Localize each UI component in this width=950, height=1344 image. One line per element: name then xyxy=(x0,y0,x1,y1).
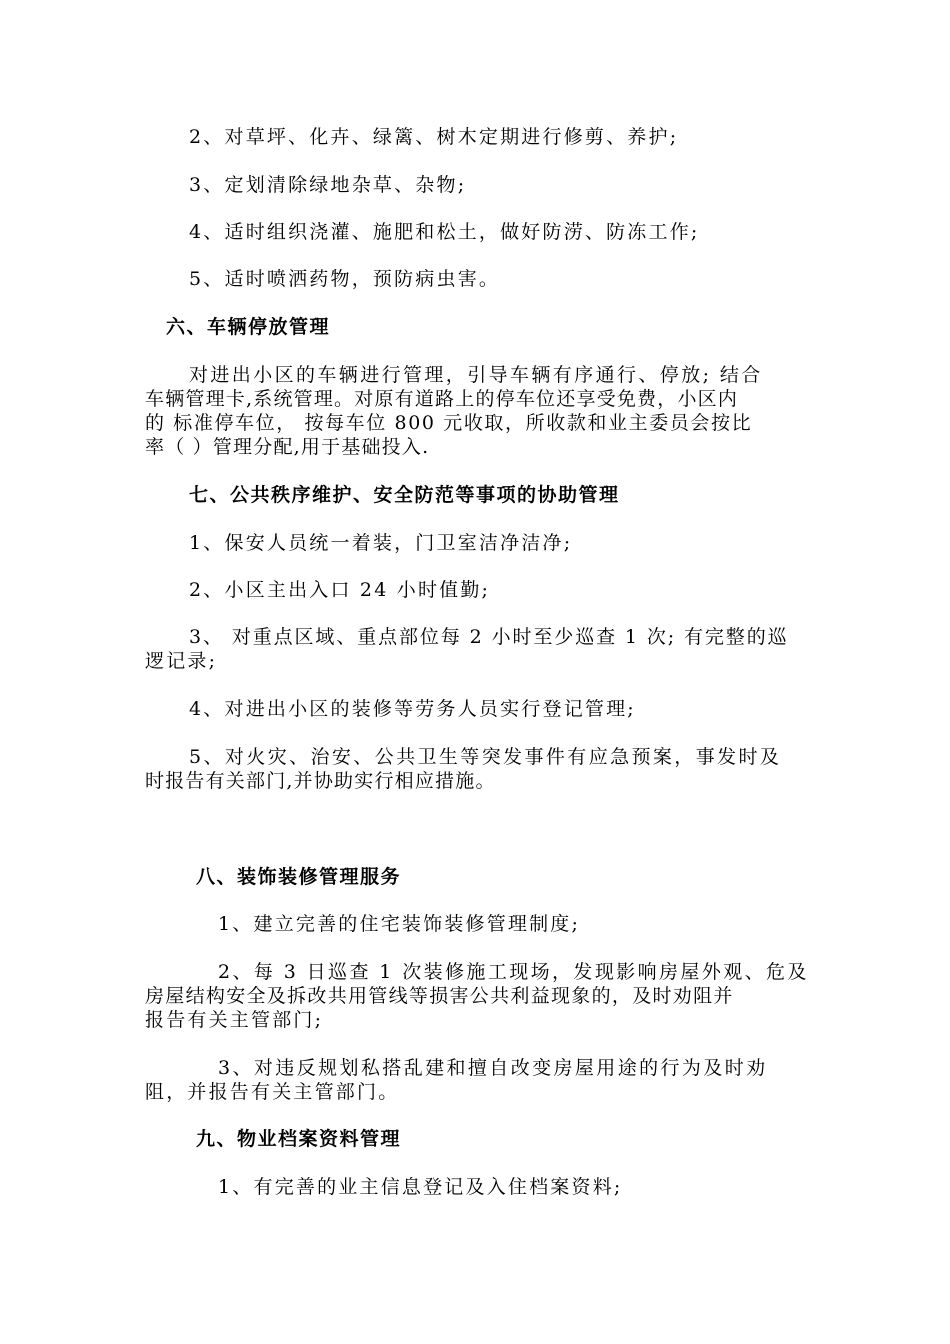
section7-item-5: 5、对火灾、治安、公共卫生等突发事件有应急预案，事发时及 xyxy=(189,746,782,768)
section7-item-3-cont: 逻记录; xyxy=(145,650,218,672)
section8-item-1: 1、建立完善的住宅装饰装修管理制度; xyxy=(218,913,581,935)
section6-paragraph-line: 的 标准停车位， 按每车位 800 元收取，所收款和业主委员会按比 xyxy=(145,412,753,434)
section7-item-5-cont: 时报告有关部门,并协助实行相应措施。 xyxy=(145,770,496,792)
section9-item-1: 1、有完善的业主信息登记及入住档案资料; xyxy=(218,1176,623,1198)
section5-item-3: 3、定划清除绿地杂草、杂物; xyxy=(189,174,467,196)
section8-item-2-cont: 报告有关主管部门; xyxy=(145,1009,324,1031)
section7-item-1: 1、保安人员统一着装，门卫室洁净洁净; xyxy=(189,532,573,554)
section6-paragraph-line: 对进出小区的车辆进行管理，引导车辆有序通行、停放; 结合 xyxy=(189,364,763,386)
section8-item-3: 3、对违反规划私搭乱建和擅自改变房屋用途的行为及时劝 xyxy=(218,1057,768,1079)
section7-item-2: 2、小区主出入口 24 小时值勤; xyxy=(189,579,491,601)
section9-heading: 九、物业档案资料管理 xyxy=(196,1128,402,1150)
section6-paragraph-line: 车辆管理卡,系统管理。对原有道路上的停车位还享受免费，小区内 xyxy=(145,388,739,410)
section8-item-2: 2、每 3 日巡查 1 次装修施工现场，发现影响房屋外观、危及 xyxy=(218,961,809,983)
section6-heading: 六、车辆停放管理 xyxy=(166,316,331,338)
section8-heading: 八、装饰装修管理服务 xyxy=(196,866,402,888)
section8-item-3-cont: 阻，并报告有关主管部门。 xyxy=(145,1081,400,1103)
section6-paragraph-line: 率（ ）管理分配,用于基础投入. xyxy=(145,436,430,458)
section5-item-4: 4、适时组织浇灌、施肥和松土，做好防涝、防冻工作; xyxy=(189,221,700,243)
section7-item-4: 4、对进出小区的装修等劳务人员实行登记管理; xyxy=(189,698,636,720)
section7-item-3: 3、 对重点区域、重点部位每 2 小时至少巡查 1 次; 有完整的巡 xyxy=(189,626,789,648)
section8-item-2-cont: 房屋结构安全及拆改共用管线等损害公共利益现象的，及时劝阻并 xyxy=(145,985,734,1007)
section7-heading: 七、公共秩序维护、安全防范等事项的协助管理 xyxy=(189,484,620,506)
section5-item-5: 5、适时喷洒药物，预防病虫害。 xyxy=(189,268,501,290)
section5-item-2: 2、对草坪、化卉、绿篱、树木定期进行修剪、养护; xyxy=(189,126,679,148)
